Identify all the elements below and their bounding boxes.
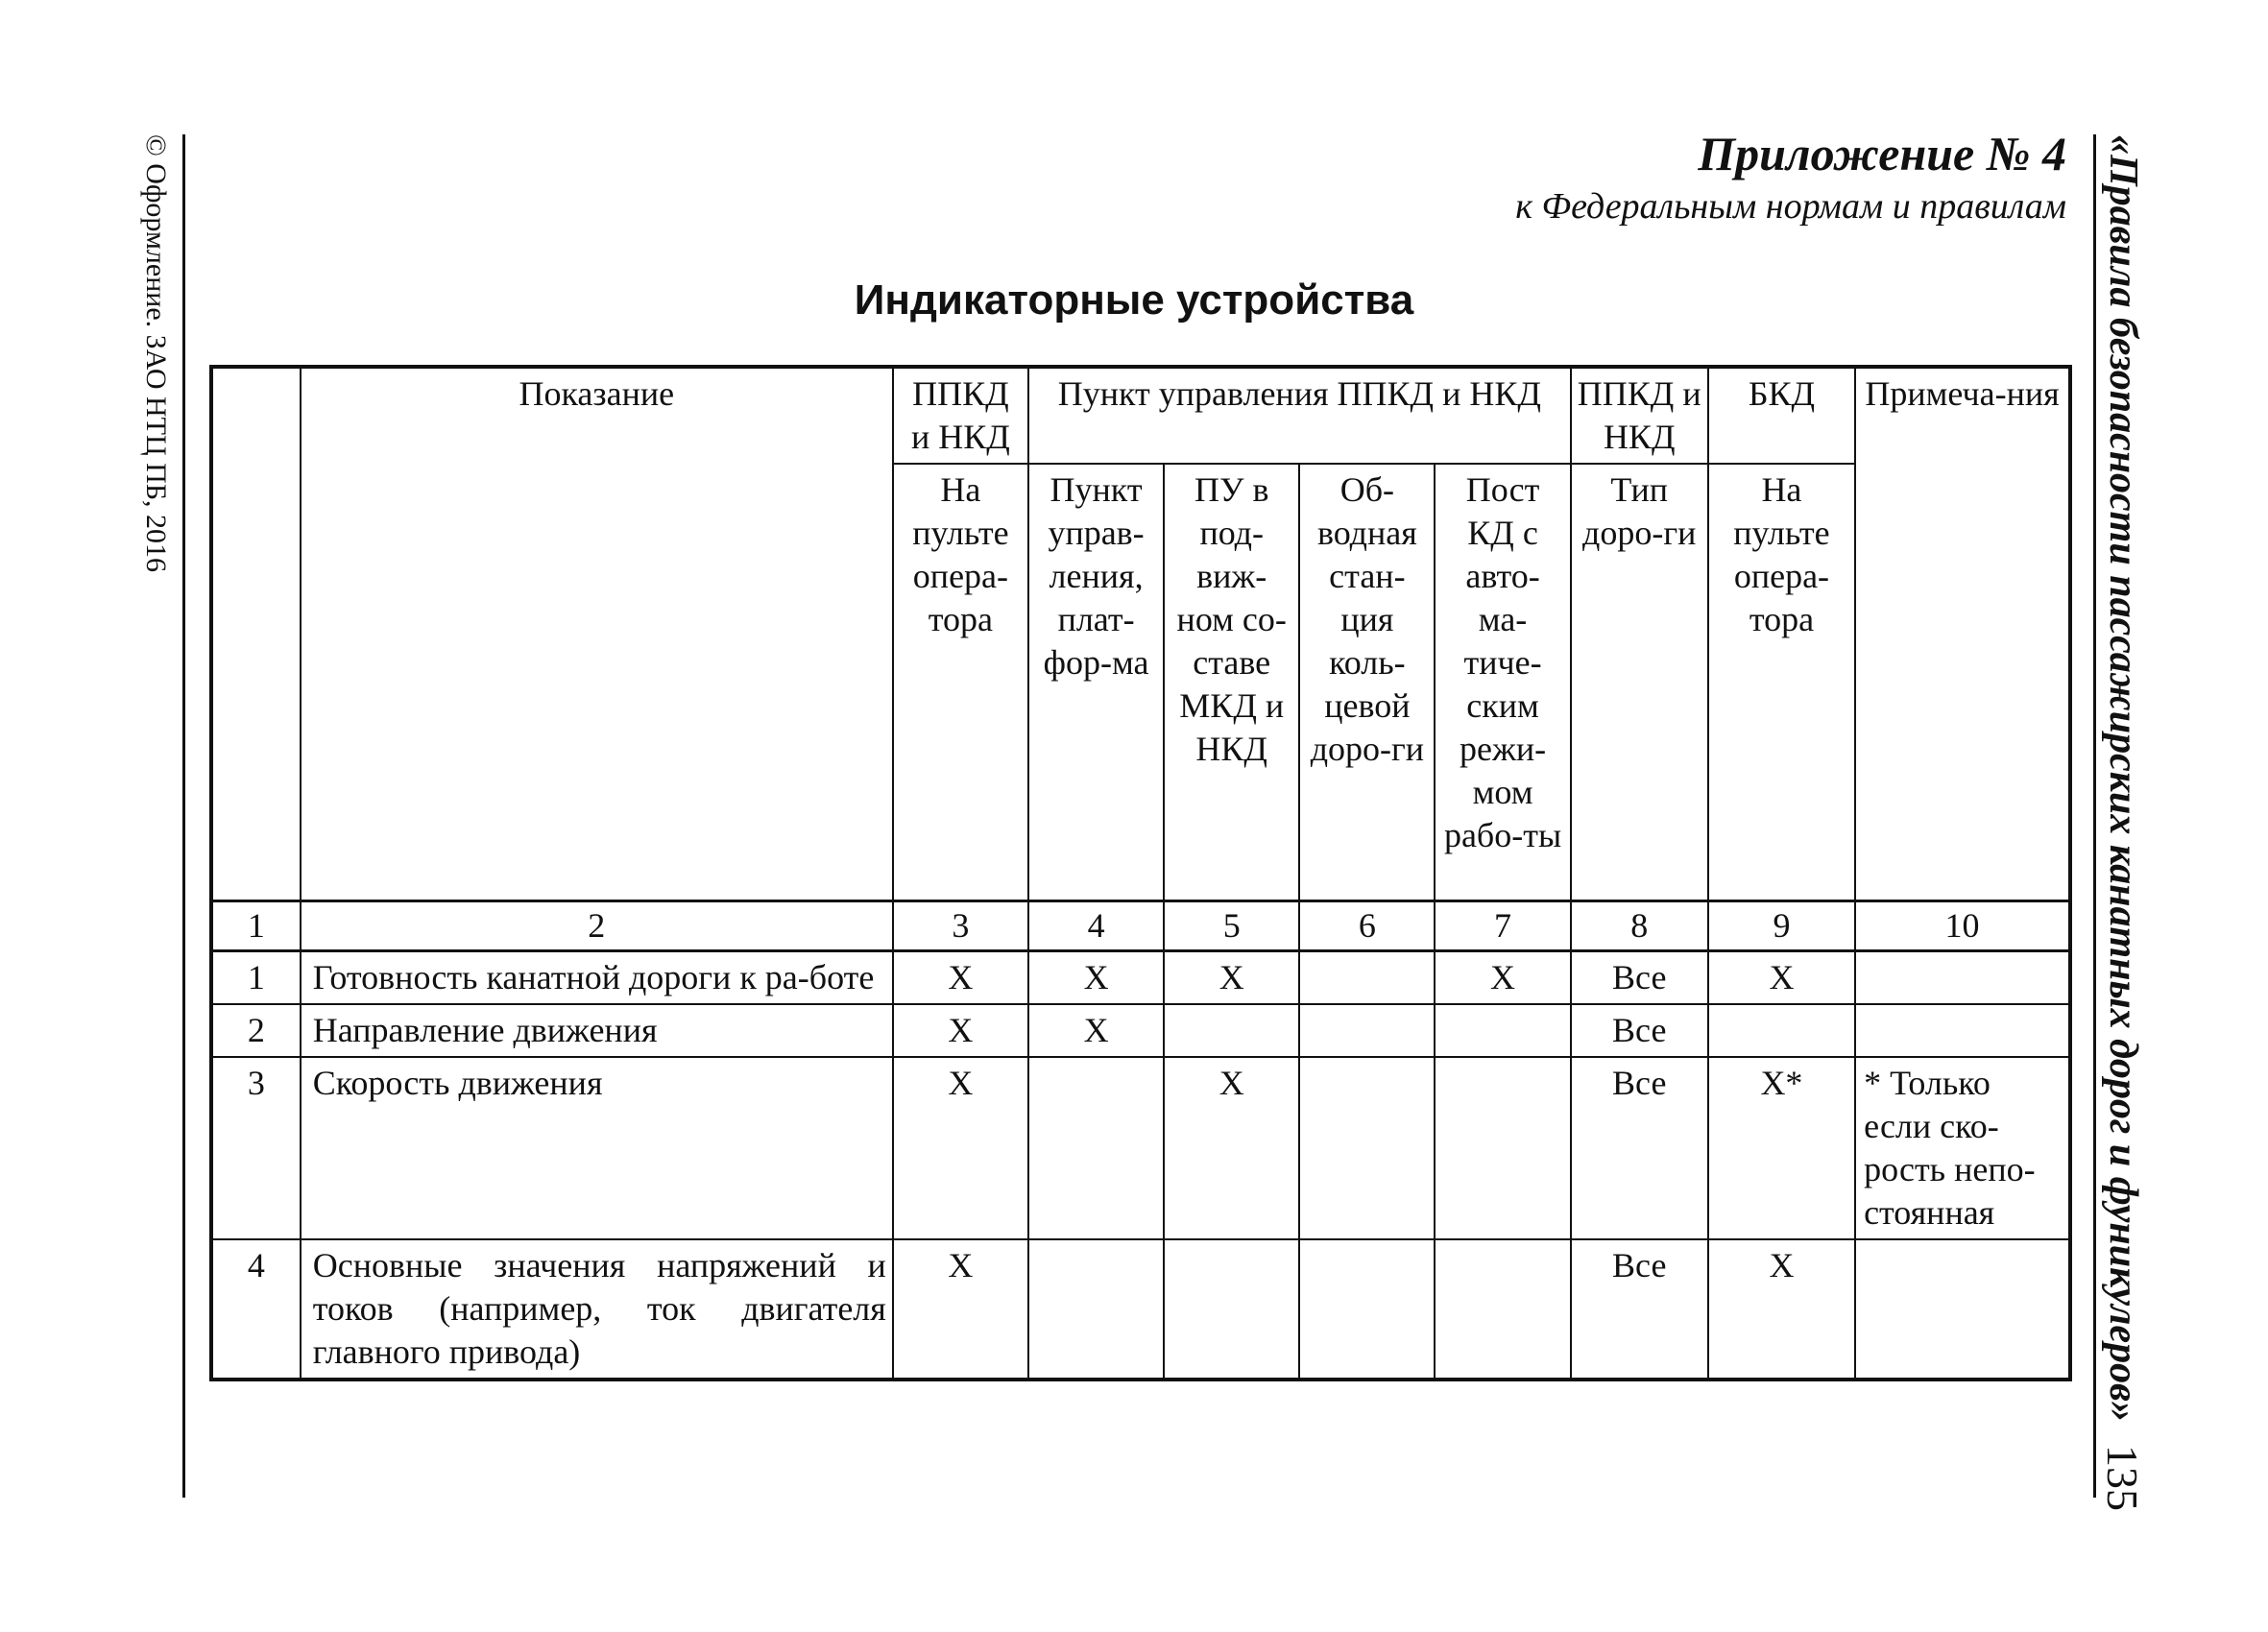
table-row: [211, 1057, 2070, 1239]
row-cell: Все: [1571, 1004, 1708, 1057]
row-cell: [1435, 1057, 1570, 1239]
row-indication: Готовность канатной дороги к ра-боте: [301, 950, 893, 1004]
header-rolling-stock-control: ПУ в под-виж-ном со-ставе МКД и НКД: [1164, 464, 1299, 900]
appendix-title: Приложение № 4: [1698, 127, 2066, 180]
row-cell: X: [893, 950, 1028, 1004]
running-title-sidebar: [2098, 134, 2156, 1511]
header-notes: Примеча-ния: [1855, 367, 2070, 900]
row-note: [1855, 1004, 2070, 1057]
row-number: 3: [211, 1057, 301, 1239]
row-cell: [1028, 1057, 1164, 1239]
left-margin-rule: [182, 134, 185, 1498]
column-number-row: [211, 900, 2070, 950]
right-margin-rule: [2093, 134, 2096, 1498]
column-number: 10: [1855, 900, 2070, 950]
appendix-subtitle: к Федеральным нормам и правилам: [1515, 186, 2066, 227]
appendix-header: [1515, 125, 2066, 230]
header-number-cell: [211, 367, 301, 900]
row-cell: [1164, 1004, 1299, 1057]
row-indication: Основные значения напряжений и токов (например, ток двигателя главного привода): [301, 1239, 893, 1380]
page-number: 135: [2098, 1445, 2147, 1511]
row-cell: [1299, 1239, 1435, 1380]
row-cell: [1299, 1057, 1435, 1239]
table-row: [211, 1004, 2070, 1057]
row-cell: Все: [1571, 950, 1708, 1004]
table-row: [211, 950, 2070, 1004]
column-number: 4: [1028, 900, 1164, 950]
row-note: [1855, 1239, 2070, 1380]
row-cell: X: [1028, 1004, 1164, 1057]
running-title: «Правила безопасности пассажирских канатных дорог и фуникулеров»: [2101, 134, 2145, 1422]
row-indication: Скорость движения: [301, 1057, 893, 1239]
row-cell: X: [1164, 950, 1299, 1004]
table-row: [211, 1239, 2070, 1380]
copyright-text: © Оформление. ЗАО НТЦ ПБ, 2016: [140, 134, 172, 573]
header-ppkd-nkd: ППКД и НКД: [893, 367, 1028, 464]
row-cell: [1299, 1004, 1435, 1057]
header-operator-console: На пульте опера-тора: [893, 464, 1028, 900]
header-automatic-post: Пост КД с авто-ма-тиче-ским режи-мом рабо-ты: [1435, 464, 1570, 900]
header-row-1: [211, 367, 2070, 464]
row-cell: [1435, 1239, 1570, 1380]
row-number: 4: [211, 1239, 301, 1380]
column-number: 6: [1299, 900, 1435, 950]
row-cell: [1708, 1004, 1855, 1057]
column-number: 2: [301, 900, 893, 950]
column-number: 1: [211, 900, 301, 950]
header-ppkd-nkd-2: ППКД и НКД: [1571, 367, 1708, 464]
row-cell: Все: [1571, 1057, 1708, 1239]
header-indication: Показание: [301, 367, 893, 900]
column-number: 7: [1435, 900, 1570, 950]
row-cell: X: [893, 1004, 1028, 1057]
row-cell: Все: [1571, 1239, 1708, 1380]
header-bkd-operator-console: На пульте опера-тора: [1708, 464, 1855, 900]
document-title: Индикаторные устройства: [854, 276, 1414, 324]
row-number: 1: [211, 950, 301, 1004]
row-note: [1855, 950, 2070, 1004]
row-cell: [1435, 1004, 1570, 1057]
row-cell: X: [1708, 950, 1855, 1004]
row-indication: Направление движения: [301, 1004, 893, 1057]
column-number: 3: [893, 900, 1028, 950]
header-bkd: БКД: [1708, 367, 1855, 464]
row-number: 2: [211, 1004, 301, 1057]
column-number: 9: [1708, 900, 1855, 950]
row-cell: X: [1435, 950, 1570, 1004]
copyright-sidebar: [139, 134, 178, 576]
row-cell: X: [893, 1057, 1028, 1239]
row-cell: [1164, 1239, 1299, 1380]
indicator-devices-table: [209, 365, 2072, 1381]
row-cell: X: [893, 1239, 1028, 1380]
header-control-point-group: Пункт управления ППКД и НКД: [1028, 367, 1571, 464]
row-cell: X: [1028, 950, 1164, 1004]
header-road-type: Тип доро-ги: [1571, 464, 1708, 900]
row-cell: [1299, 950, 1435, 1004]
header-control-point-platform: Пункт управ-ления, плат-фор-ма: [1028, 464, 1164, 900]
row-cell: X: [1708, 1239, 1855, 1380]
row-cell: X*: [1708, 1057, 1855, 1239]
row-note: * Только если ско-рость непо-стоянная: [1855, 1057, 2070, 1239]
row-cell: X: [1164, 1057, 1299, 1239]
header-bypass-station: Об-водная стан-ция коль-цевой доро-ги: [1299, 464, 1435, 900]
column-number: 5: [1164, 900, 1299, 950]
column-number: 8: [1571, 900, 1708, 950]
row-cell: [1028, 1239, 1164, 1380]
